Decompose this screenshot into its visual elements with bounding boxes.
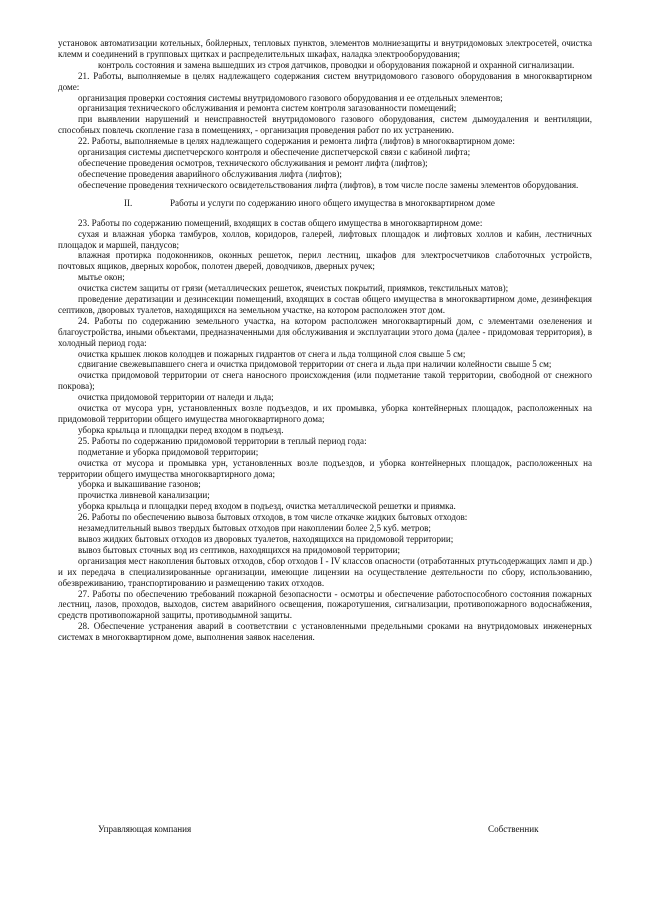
paragraph: контроль состояния и замена вышедших из строя датчиков, проводки и оборудования пожарной и охранной сигнализации.	[98, 59, 575, 70]
paragraph: проведение дератизации и дезинсекции помещений, входящих в состав общего имущества в многоквартирном доме, дезинфекция септиков, дворовых туалетов, находящихся на земельном участке, на котором расположен этот дом.	[58, 294, 592, 315]
paragraph: влажная протирка подоконников, оконных решеток, перил лестниц, шкафов для электросчетчиков слаботочных устройств, почтовых ящиков, дверных коробок, полотен дверей, доводчиков, дверных ручек;	[58, 250, 592, 272]
paragraph: организация системы диспетчерского контроля и обеспечение диспетчерской связи с кабиной лифта;	[78, 147, 471, 158]
paragraph: обеспечение проведения технического освидетельствования лифта (лифтов), в том числе после замены элементов оборудования.	[78, 179, 579, 190]
paragraph: при выявлении нарушений и неисправностей внутридомового газового оборудования, систем дымоудаления и вентиляции, способных повлечь скопление газа в помещениях, - организация проведения работ по их устранению.	[58, 114, 592, 136]
paragraph: очистка крышек люков колодцев и пожарных гидрантов от снега и льда толщиной слоя свыше 5 см;	[78, 348, 466, 359]
paragraph: организация технического обслуживания и ремонта систем контроля загазованности помещений;	[78, 103, 457, 114]
paragraph: уборка крыльца и площадки перед входом в подъезд.	[78, 424, 284, 435]
paragraph: вывоз бытовых сточных вод из септиков, находящихся на придомовой территории;	[78, 544, 401, 555]
paragraph: организация мест накопления бытовых отходов, сбор отходов I - IV классов опасности (отработанных ртутьсодержащих ламп и др.) и их передача в специализированные организации, имеющие лицензии на осуществление деятельности по сбору, использованию, обезвреживанию, транспортированию и размещению таких отходов.	[58, 555, 592, 588]
paragraph: 27. Работы по обеспечению требований пожарной безопасности - осмотры и обеспечение работоспособного состояния пожарных лестниц, лазов, проходов, выходов, систем аварийного освещения, пожаротушения, сигнализации, противопожарного водоснабжения, средств противопожарной защиты, противодымной защиты.	[58, 588, 592, 621]
signature-owner: Собственник	[488, 824, 539, 834]
paragraph: сухая и влажная уборка тамбуров, холлов, коридоров, галерей, лифтовых площадок и лифтовых холлов и кабин, лестничных площадок и маршей, пандусов;	[58, 228, 592, 250]
paragraph: обеспечение проведения аварийного обслуживания лифта (лифтов);	[78, 168, 342, 179]
section-heading	[58, 198, 592, 210]
paragraph: обеспечение проведения осмотров, технического обслуживания и ремонт лифта (лифтов);	[78, 157, 428, 168]
paragraph: уборка крыльца и площадки перед входом в подъезд, очистка металлической решетки и приямка.	[78, 501, 456, 512]
paragraph: 22. Работы, выполняемые в целях надлежащего содержания и ремонта лифта (лифтов) в многоквартирном доме:	[78, 136, 515, 147]
paragraph: 25. Работы по содержанию придомовой территории в теплый период года:	[78, 435, 367, 446]
section-title: Работы и услуги по содержанию иного общего имущества в многоквартирном доме	[170, 197, 495, 208]
section-number: II.	[124, 197, 133, 208]
paragraph: очистка придомовой территории от снега наносного происхождения (или подметание такой территории, свободной от снежного покрова);	[58, 370, 592, 392]
signature-company: Управляющая компания	[98, 824, 192, 834]
paragraph: 26. Работы по обеспечению вывоза бытовых отходов, в том числе откачке жидких бытовых отходов:	[78, 512, 468, 523]
document-body-bottom	[58, 218, 592, 643]
paragraph: уборка и выкашивание газонов;	[78, 479, 201, 490]
paragraph: незамедлительный вывоз твердых бытовых отходов при накоплении более 2,5 куб. метров;	[78, 523, 431, 534]
paragraph: очистка систем защиты от грязи (металлических решеток, ячеистых покрытий, приямков, текстильных матов);	[78, 283, 509, 294]
paragraph: мытье окон;	[78, 272, 125, 283]
paragraph: 24. Работы по содержанию земельного участка, на котором расположен многоквартирный дом, с элементами озеленения и благоустройства, иными объектами, предназначенными для обслуживания и эксплуатации этого дома (далее - придомовая территория), в холодный период года:	[58, 315, 592, 348]
paragraph: организация проверки состояния системы внутридомового газового оборудования и ее отдельных элементов;	[78, 92, 503, 103]
paragraph: очистка от мусора и промывка урн, установленных возле подъездов, и уборка контейнерных площадок, расположенных на территории общего имущества многоквартирного дома;	[58, 457, 592, 479]
paragraph: 23. Работы по содержанию помещений, входящих в состав общего имущества в многоквартирном доме:	[78, 217, 483, 228]
paragraph: прочистка ливневой канализации;	[78, 490, 210, 501]
paragraph: вывоз жидких бытовых отходов из дворовых туалетов, находящихся на придомовой территории;	[78, 533, 454, 544]
paragraph: подметание и уборка придомовой территории;	[78, 446, 259, 457]
paragraph: очистка придомовой территории от наледи и льда;	[78, 392, 274, 403]
document-body-top	[58, 38, 592, 191]
document-page	[58, 38, 592, 643]
paragraph: сдвигание свежевыпавшего снега и очистка придомовой территории от снега и льда при наличии колейности свыше 5 см;	[78, 359, 552, 370]
paragraph: установок автоматизации котельных, бойлерных, тепловых пунктов, элементов молниезащиты и внутридомовых электросетей, очистка клемм и соединений в групповых щитках и распределительных шкафах, наладка электрооборудования;	[58, 38, 592, 59]
paragraph: 21. Работы, выполняемые в целях надлежащего содержания систем внутридомового газового оборудования в многоквартирном доме:	[58, 70, 592, 92]
paragraph: 28. Обеспечение устранения аварий в соответствии с установленными предельными сроками на внутридомовых инженерных системах в многоквартирном доме, выполнения заявок населения.	[58, 621, 592, 643]
paragraph: очистка от мусора урн, установленных возле подъездов, и их промывка, уборка контейнерных площадок, расположенных на придомовой территории общего имущества многоквартирного дома;	[58, 403, 592, 424]
